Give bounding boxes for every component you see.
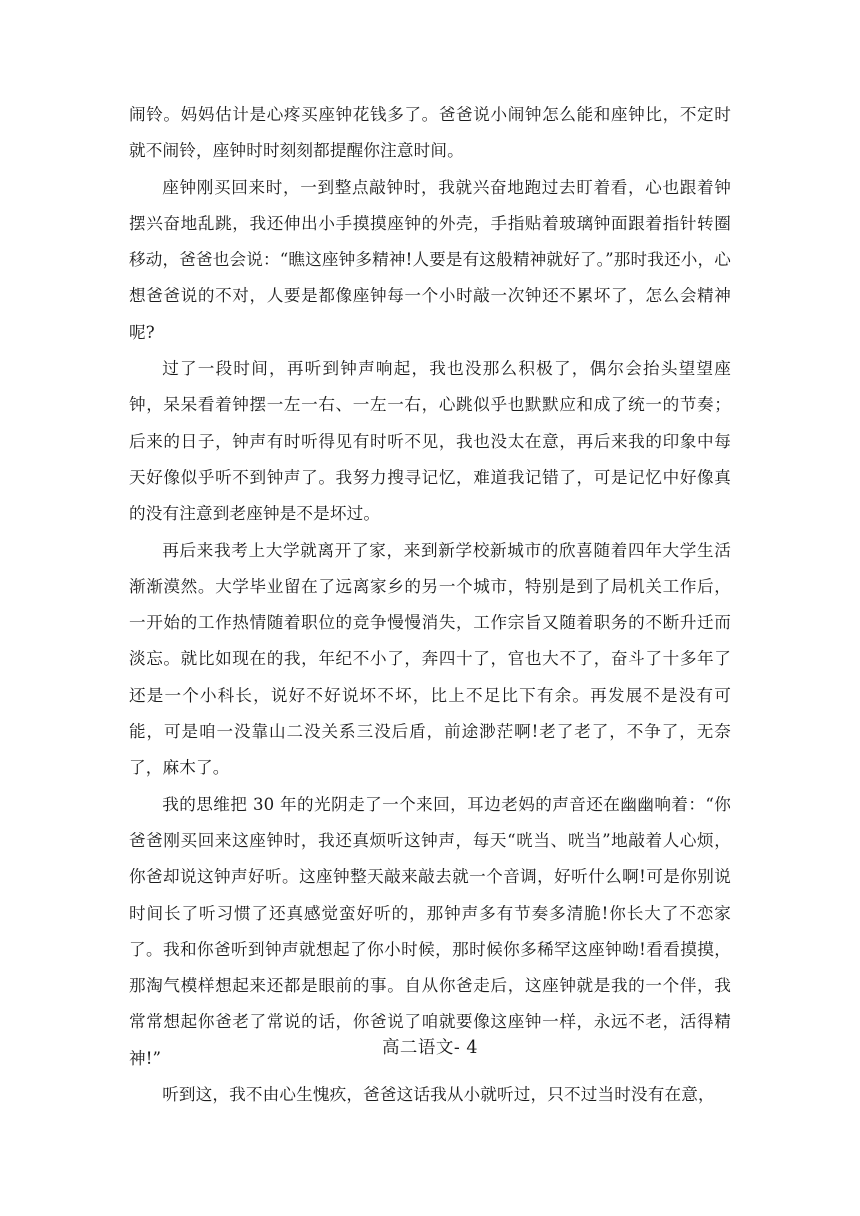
page-footer: 高二语文- 4 bbox=[381, 1038, 479, 1058]
paragraph-6: 听到这，我不由心生愧疚，爸爸这话我从小就听过，只不过当时没有在意， bbox=[162, 1085, 715, 1105]
paragraph-5: 我的思维把 30 年的光阴走了一个来回，耳边老妈的声音还在幽幽响着：“你爸爸刚买回来这座钟时，我还真烦听这钟声，每天“咣当、咣当”地敲着人心烦，你爸却说这钟声好听。这座钟整天敲来敲去就一个音调，好听什么啊!可是你别说时间长了听习惯了还真感觉蛮好听的，那钟声多有节奏多清脆!你长大了不恋家了。我和你爸听到钟声就想起了你小时候，那时候你多稀罕这座钟呦!看看摸摸，那淘气模样想起来还都是眼前的事。自从你爸走后，这座钟就是我的一个伴，我常常想起你爸老了常说的话，你爸说了咱就要像这座钟一样，永远不老，活得精神!” bbox=[129, 794, 731, 1068]
paragraph-1: 闹铃。妈妈估计是心疼买座钟花钱多了。爸爸说小闹钟怎么能和座钟比，不定时就不闹铃，座钟时时刻刻都提醒你注意时间。 bbox=[129, 105, 731, 161]
paragraph-4: 再后来我考上大学就离开了家，来到新学校新城市的欣喜随着四年大学生活渐渐漠然。大学毕业留在了远离家乡的另一个城市，特别是到了局机关工作后，一开始的工作热情随着职位的竞争慢慢消失，工作宗旨又随着职务的不断升迁而淡忘。就比如现在的我，年纪不小了，奔四十了，官也大不了，奋斗了十多年了还是一个小科长，说好不好说坏不坏，比上不足比下有余。再发展不是没有可能，可是咱一没靠山二没关系三没后盾，前途渺茫啊!老了老了，不争了，无奈了，麻木了。 bbox=[129, 540, 731, 778]
paragraph-3: 过了一段时间，再听到钟声响起，我也没那么积极了，偶尔会抬头望望座钟，呆呆看着钟摆一左一右、一左一右，心跳似乎也默默应和成了统一的节奏；后来的日子，钟声有时听得见有时听不见，我也没太在意，再后来我的印象中每天好像似乎听不到钟声了。我努力搜寻记忆，难道我记错了，可是记忆中好像真的没有注意到老座钟是不是坏过。 bbox=[129, 359, 731, 524]
paragraph-2: 座钟刚买回来时，一到整点敲钟时，我就兴奋地跑过去盯着看，心也跟着钟摆兴奋地乱跳，我还伸出小手摸摸座钟的外壳，手指贴着玻璃钟面跟着指针转圈移动，爸爸也会说：“瞧这座钟多精神!人要是有这般精神就好了。”那时我还小，心想爸爸说的不对，人要是都像座钟每一个小时敲一次钟还不累坏了，怎么会精神呢? bbox=[129, 177, 731, 342]
body-text bbox=[129, 97, 731, 1113]
